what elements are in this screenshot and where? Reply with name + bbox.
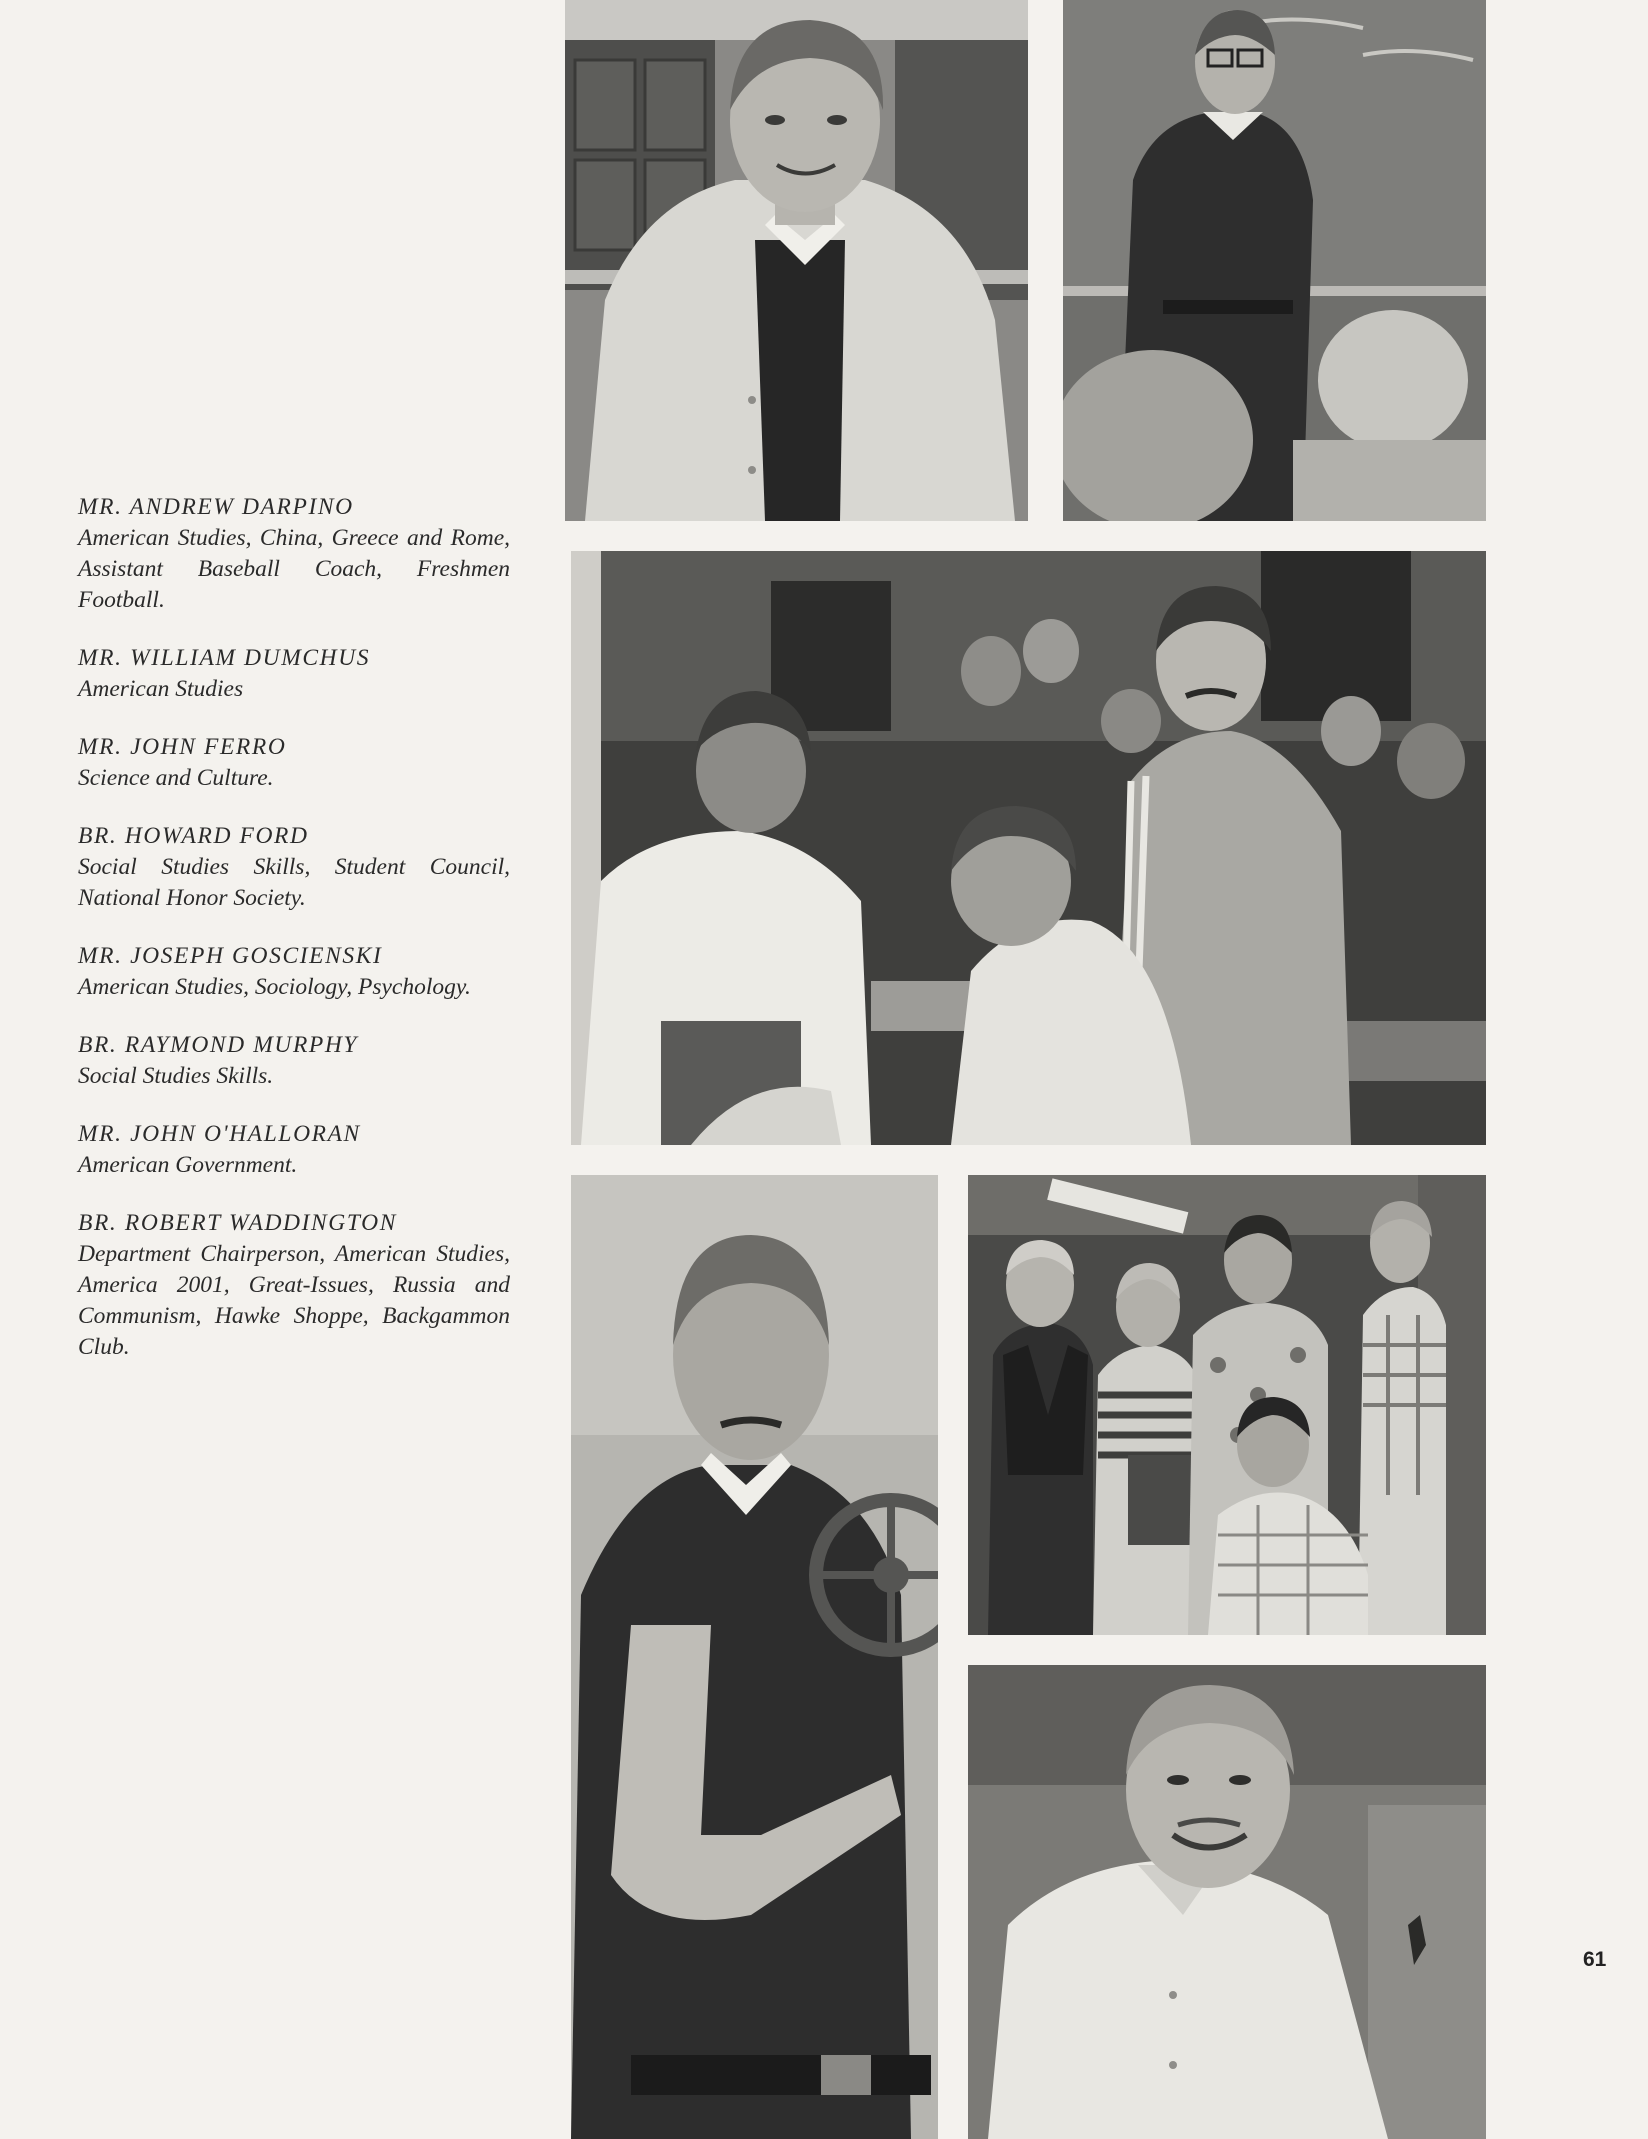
caption-role: Social Studies Skills. xyxy=(78,1063,274,1089)
caption-role: Department Chairperson, American Studies, America 2001, Great-Issues, Russia and Communism, Hawke Shoppe, Backgammon Club. xyxy=(78,1241,510,1360)
caption-darpino xyxy=(78,492,510,616)
caption-name: MR. JOHN FERRO xyxy=(78,734,287,760)
caption-name: BR. RAYMOND MURPHY xyxy=(78,1032,359,1058)
faculty-captions xyxy=(78,492,510,1390)
caption-ohalloran xyxy=(78,1119,510,1181)
caption-name: MR. JOHN O'HALLORAN xyxy=(78,1121,361,1147)
caption-goscienski xyxy=(78,941,510,1003)
photo-teacher-projector xyxy=(571,1175,938,2139)
caption-role: American Studies, Sociology, Psychology. xyxy=(78,974,471,1000)
photo-teacher-cardigan xyxy=(565,0,1028,521)
caption-dumchus xyxy=(78,643,510,705)
caption-name: BR. HOWARD FORD xyxy=(78,823,309,849)
caption-name: BR. ROBERT WADDINGTON xyxy=(78,1210,397,1236)
photo-classroom-group xyxy=(571,551,1486,1145)
caption-murphy xyxy=(78,1030,510,1092)
caption-role: Science and Culture. xyxy=(78,765,274,791)
caption-name: MR. WILLIAM DUMCHUS xyxy=(78,645,371,671)
photo-teacher-smiling xyxy=(968,1665,1486,2139)
caption-ferro xyxy=(78,732,510,794)
page-number: 61 xyxy=(1583,1948,1607,1971)
photo-students-hallway xyxy=(968,1175,1486,1635)
caption-name: MR. ANDREW DARPINO xyxy=(78,494,354,520)
photo-teacher-chalkboard xyxy=(1063,0,1486,521)
caption-role: Social Studies Skills, Student Council, National Honor Society. xyxy=(78,854,510,911)
caption-waddington xyxy=(78,1208,510,1363)
caption-role: American Studies xyxy=(78,676,244,702)
caption-ford xyxy=(78,821,510,914)
caption-role: American Government. xyxy=(78,1152,298,1178)
caption-name: MR. JOSEPH GOSCIENSKI xyxy=(78,943,383,969)
caption-role: American Studies, China, Greece and Rome, Assistant Baseball Coach, Freshmen Football. xyxy=(78,525,510,613)
